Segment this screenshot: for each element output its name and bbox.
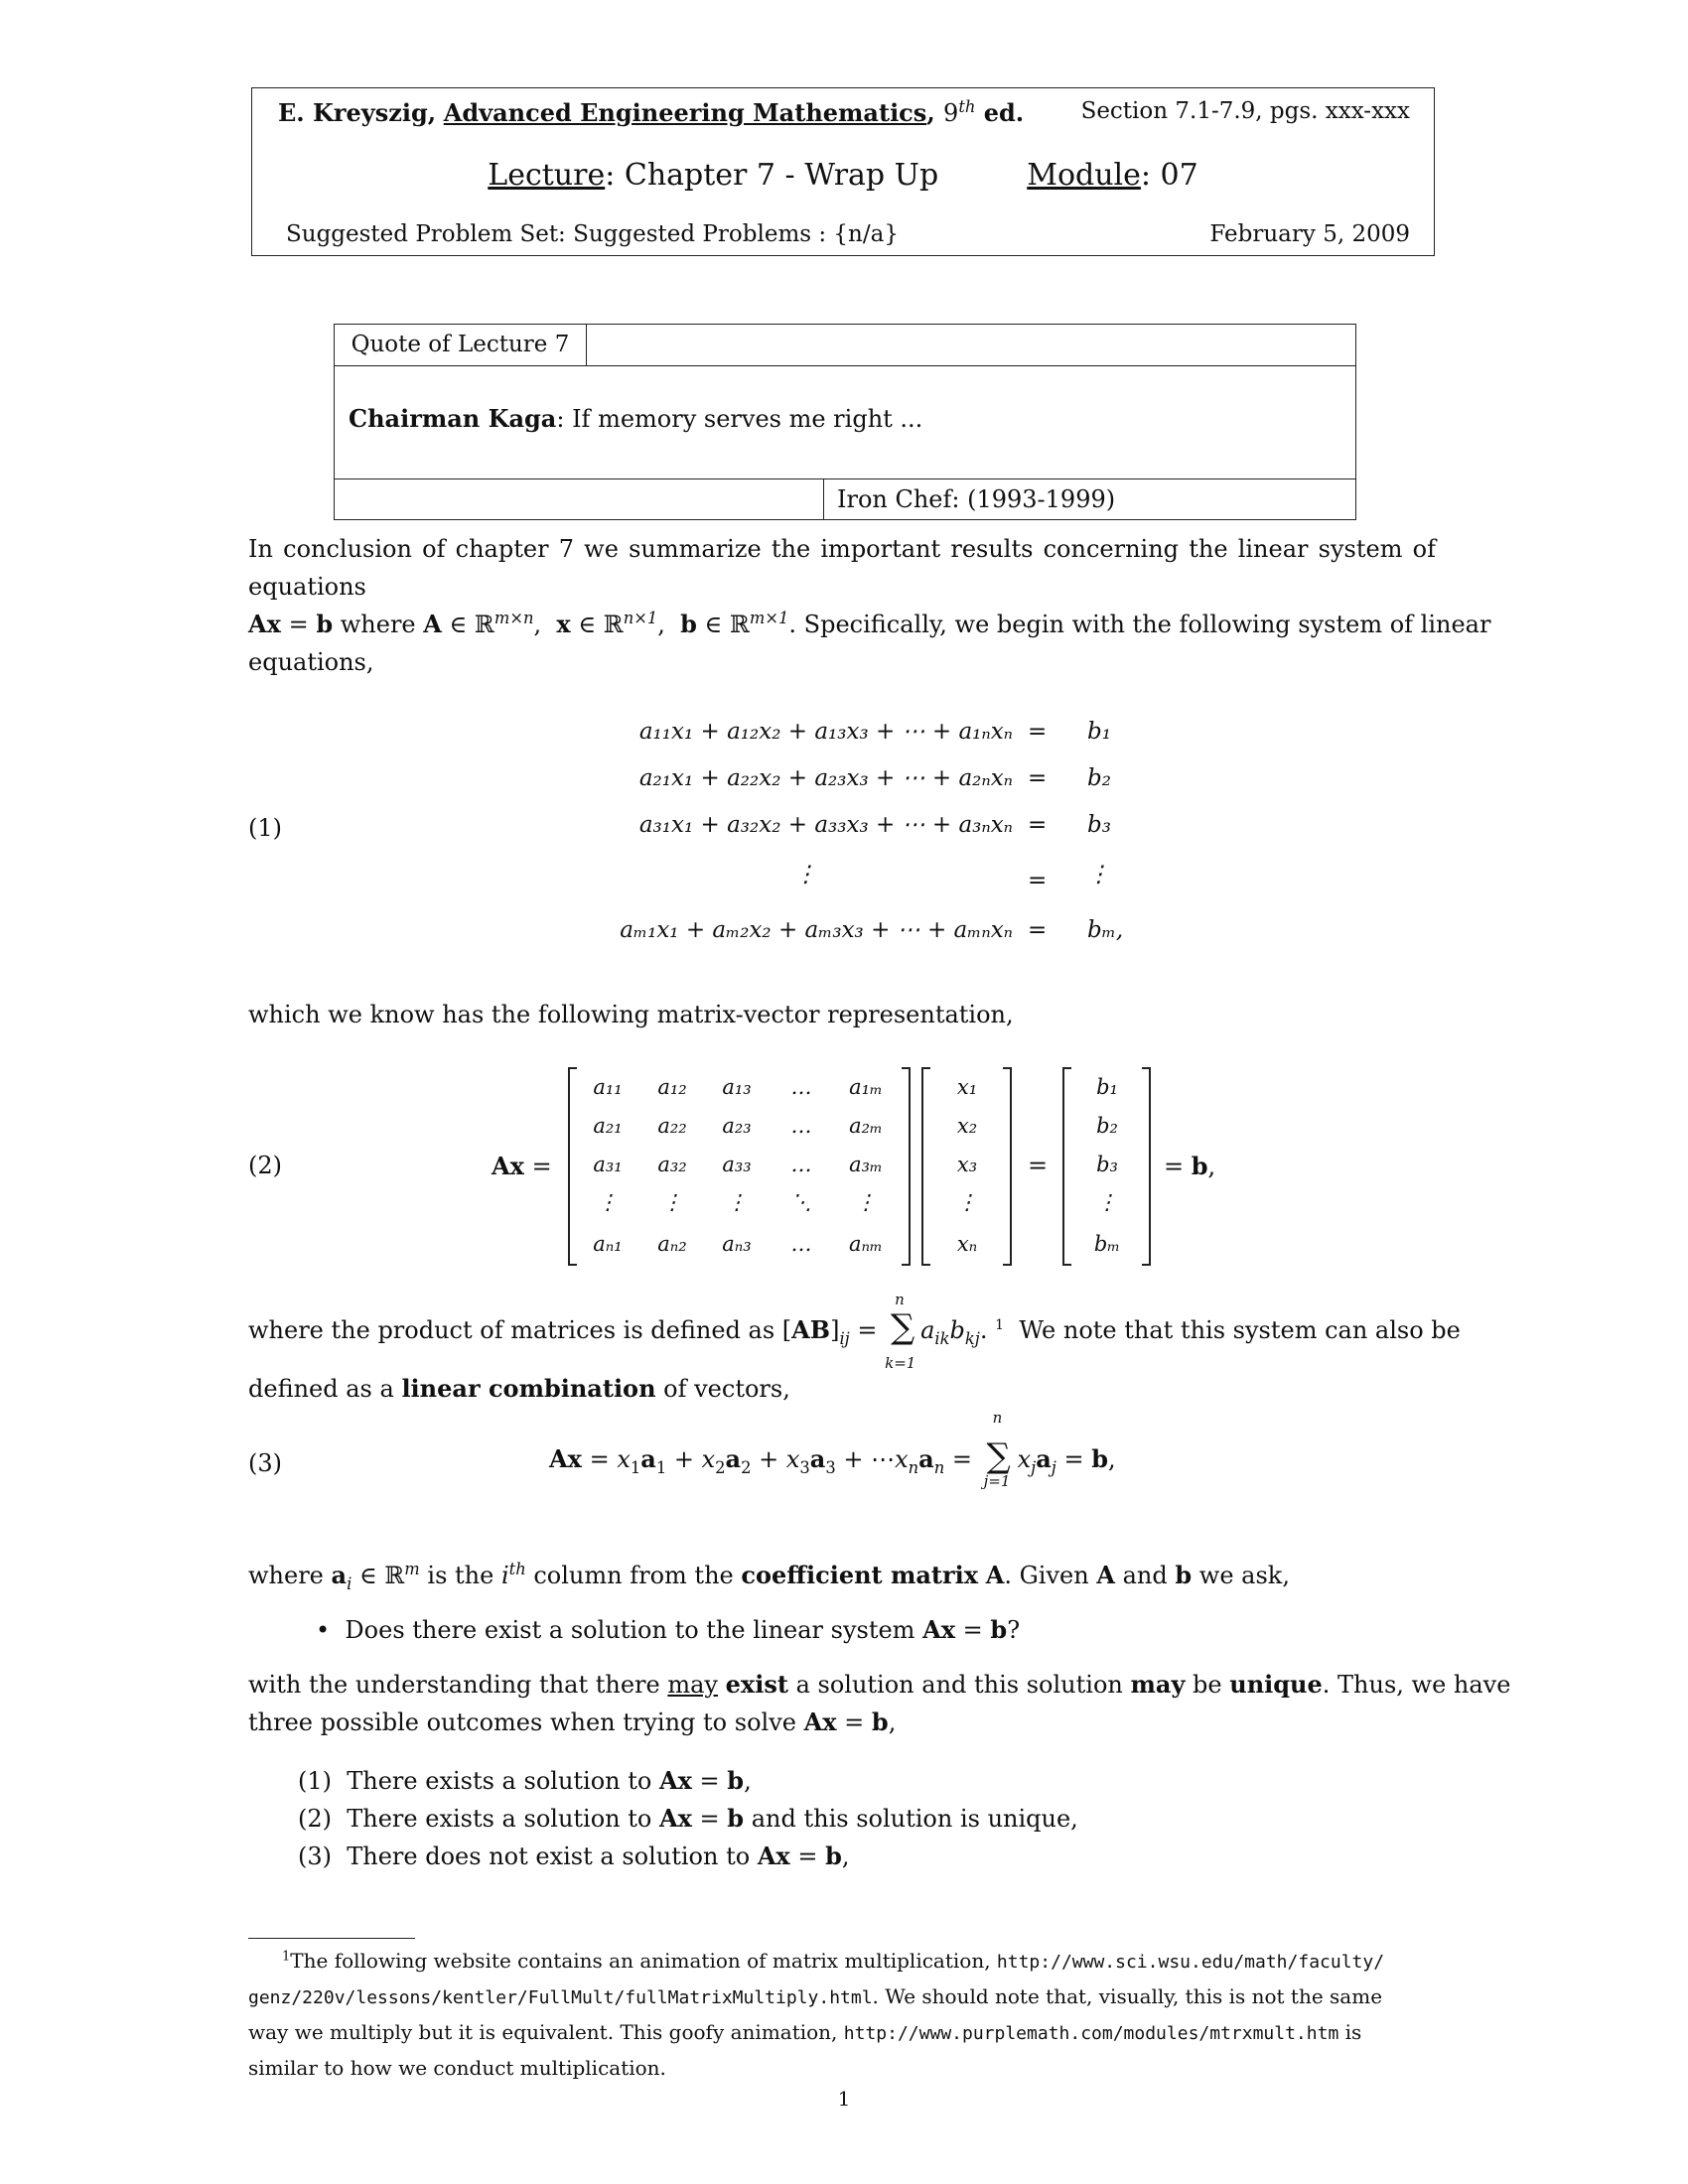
equation-1-label: (1) bbox=[248, 814, 282, 842]
matrix-a-cell: a₃₂ bbox=[657, 1153, 687, 1176]
matrix-a-cell: a₁ₘ bbox=[849, 1075, 883, 1099]
matrix-a-cell: … bbox=[790, 1075, 812, 1099]
vector-x-cell: xₙ bbox=[956, 1232, 978, 1256]
equation-3-label: (3) bbox=[248, 1449, 282, 1477]
eq1-row-2-equals: = bbox=[1028, 765, 1048, 791]
quote-source: Iron Chef: (1993-1999) bbox=[823, 478, 1115, 520]
eq2-rhs: = b, bbox=[1164, 1152, 1216, 1180]
intro-paragraph bbox=[248, 530, 1491, 681]
matrix-a-cell: a₃ₘ bbox=[849, 1153, 883, 1176]
quote-divider-top bbox=[335, 365, 1355, 366]
matrix-a-cell: … bbox=[790, 1232, 812, 1256]
footnote-last-line: similar to how we conduct multiplication. bbox=[248, 2056, 666, 2080]
footnote-link-1-cont[interactable]: genz/220v/lessons/kentler/FullMult/fullMatrixMultiply.html bbox=[248, 1987, 873, 2008]
author-name: E. Kreyszig, bbox=[278, 98, 437, 127]
edition-number: 9 bbox=[943, 99, 959, 127]
lecture-title bbox=[252, 158, 1434, 193]
matrix-a-right-bracket bbox=[902, 1067, 911, 1266]
vector-x bbox=[931, 1067, 1003, 1266]
quote-speaker: Chairman Kaga bbox=[349, 404, 557, 433]
vector-b-cell: bₘ bbox=[1093, 1232, 1121, 1256]
page-number: 1 bbox=[837, 2087, 851, 2111]
matrix-a-cell: a₁₃ bbox=[722, 1075, 752, 1099]
edition-suffix: ed. bbox=[975, 98, 1025, 127]
quote-box bbox=[334, 324, 1356, 520]
column-text: where $a_i$ ∈ ℝ$^m$ is the $i^{th}$ column from the coefficient matrix A. Given A and b we ask, bbox=[248, 1560, 1290, 1593]
product-definition bbox=[248, 1291, 1461, 1408]
eq1-row-4-lhs: ⋮ bbox=[794, 862, 817, 887]
matrix-a-cell: aₙₘ bbox=[849, 1232, 883, 1256]
intro-line-3: equations, bbox=[248, 648, 374, 676]
book-title: Advanced Engineering Mathematics bbox=[443, 98, 927, 127]
bullet-question: • Does there exist a solution to the linear system Ax = b? bbox=[316, 1615, 1021, 1644]
product-text-pre: where the product of matrices is defined as bbox=[248, 1316, 775, 1344]
footnote-rule bbox=[248, 1938, 415, 1939]
module-value: : 07 bbox=[1140, 158, 1198, 193]
eq1-row-3-lhs: a₃₁x₁ + a₃₂x₂ + a₃₃x₃ + ⋯ + a₃ₙxₙ bbox=[638, 812, 1013, 838]
eq1-row-4-equals: = bbox=[1028, 868, 1048, 893]
matrix-a-cell: a₁₁ bbox=[593, 1075, 623, 1099]
matrix-intro-text: which we know has the following matrix-vector representation, bbox=[248, 1001, 1014, 1028]
footnote-link-2[interactable]: http://www.purplemath.com/modules/mtrxmult.htm bbox=[843, 2023, 1339, 2044]
vector-x-cell: ⋮ bbox=[956, 1190, 978, 1214]
product-line-2: defined as a linear combination of vectors, bbox=[248, 1374, 790, 1403]
matrix-a-cell: a₂ₘ bbox=[849, 1114, 883, 1138]
eq1-row-2-rhs: b₂ bbox=[1087, 765, 1111, 791]
equation-3-formula: $Ax = x_1a_1 + x_2a_2 + x_3a_3$ + $\cdots x_na_n$ = n ∑ j=1 $x_ja_j = b$, bbox=[549, 1409, 1116, 1490]
matrix-a-cell: ⋮ bbox=[726, 1190, 748, 1214]
vector-b-cell: b₃ bbox=[1096, 1153, 1118, 1176]
footnote-reference: 1 bbox=[995, 1317, 1005, 1333]
vector-x-cell: x₁ bbox=[956, 1075, 978, 1099]
vector-b-left-bracket bbox=[1062, 1067, 1071, 1266]
matrix-a-cell: a₂₁ bbox=[593, 1114, 623, 1138]
problem-set: Suggested Problem Set: Suggested Problems : {n/a} bbox=[286, 221, 899, 247]
matrix-a-cell: ⋮ bbox=[855, 1190, 877, 1214]
bullet-icon: • bbox=[316, 1616, 331, 1644]
vector-x-cell: x₂ bbox=[956, 1114, 978, 1138]
product-formula: $[AB]_{ij}$ = n ∑ k=1 $a_{ik}b_{kj}$. bbox=[781, 1291, 988, 1372]
lecture-date: February 5, 2009 bbox=[1209, 221, 1410, 247]
list-item: (2) There exists a solution to Ax = b and this solution is unique, bbox=[298, 1804, 1078, 1833]
eq1-row-5-equals: = bbox=[1028, 917, 1048, 943]
list-item: (3) There does not exist a solution to Ax = b, bbox=[298, 1842, 850, 1870]
understanding-paragraph: with the understanding that there may exist a solution and this solution may be unique. Thus, we have three possible outcomes when trying to solve Ax = b, bbox=[248, 1670, 1511, 1736]
equation-2-matrix bbox=[487, 1067, 1241, 1266]
eq1-row-1-rhs: b₁ bbox=[1087, 719, 1111, 745]
outcomes-list bbox=[298, 1762, 1078, 1875]
lecture-value: : Chapter 7 - Wrap Up bbox=[605, 158, 939, 193]
intro-line-2: Ax = b where A ∈ ℝ$^{m\times n}$, x ∈ ℝ$^{n\times 1}$, b ∈ ℝ$^{m\times 1}$. Specifically, we begin with the following system of linear bbox=[248, 609, 1491, 638]
equation-2-label: (2) bbox=[248, 1152, 282, 1179]
quote-text bbox=[349, 404, 922, 433]
matrix-a-cell: ⋮ bbox=[661, 1190, 683, 1214]
vector-b-cell: ⋮ bbox=[1096, 1190, 1118, 1214]
lecture-header-box bbox=[251, 87, 1435, 256]
lecture-label: Lecture bbox=[488, 158, 606, 193]
eq1-row-5-lhs: aₘ₁x₁ + aₘ₂x₂ + aₘ₃x₃ + ⋯ + aₘₙxₙ bbox=[620, 917, 1013, 943]
matrix-a-cell: a₁₂ bbox=[657, 1075, 687, 1099]
eq1-row-1-equals: = bbox=[1028, 719, 1048, 745]
vector-b-right-bracket bbox=[1142, 1067, 1151, 1266]
vector-x-right-bracket bbox=[1003, 1067, 1012, 1266]
quote-heading: Quote of Lecture 7 bbox=[335, 325, 587, 365]
vector-b bbox=[1072, 1067, 1142, 1266]
eq1-row-2-lhs: a₂₁x₁ + a₂₂x₂ + a₂₃x₃ + ⋯ + a₂ₙxₙ bbox=[638, 765, 1013, 791]
product-text-post: We note that this system can also be bbox=[1019, 1316, 1461, 1344]
matrix-a-cell: a₃₁ bbox=[593, 1153, 623, 1176]
eq1-row-1-lhs: a₁₁x₁ + a₁₂x₂ + a₁₃x₃ + ⋯ + a₁ₙxₙ bbox=[638, 719, 1013, 745]
eq2-lhs: Ax = bbox=[492, 1152, 552, 1180]
eq1-row-5-rhs: bₘ, bbox=[1087, 917, 1124, 943]
matrix-a-cell: ⋮ bbox=[597, 1190, 619, 1214]
footnote-link-1[interactable]: http://www.sci.wsu.edu/math/faculty/ bbox=[996, 1952, 1385, 1973]
book-citation: E. Kreyszig, Advanced Engineering Mathematics, 9th ed. bbox=[278, 97, 1025, 127]
module-label: Module bbox=[1027, 158, 1141, 193]
eq2-equals: = bbox=[1028, 1152, 1049, 1179]
matrix-a-cell: ⋱ bbox=[790, 1190, 812, 1214]
intro-line-1: In conclusion of chapter 7 we summarize the important results concerning the linear system of equations bbox=[248, 535, 1436, 601]
vector-b-cell: b₂ bbox=[1096, 1114, 1118, 1138]
matrix-a-left-bracket bbox=[568, 1067, 577, 1266]
eq1-row-3-rhs: b₃ bbox=[1087, 812, 1111, 838]
edition-superscript: th bbox=[958, 97, 976, 116]
matrix-a-cell: a₂₃ bbox=[722, 1114, 752, 1138]
eq1-row-3-equals: = bbox=[1028, 812, 1048, 838]
matrix-a-cell: a₃₃ bbox=[722, 1153, 752, 1176]
vector-x-left-bracket bbox=[921, 1067, 930, 1266]
vector-x-cell: x₃ bbox=[956, 1153, 978, 1176]
matrix-a-cell: … bbox=[790, 1153, 812, 1176]
section-reference: Section 7.1-7.9, pgs. xxx-xxx bbox=[1080, 98, 1410, 124]
vector-b-cell: b₁ bbox=[1096, 1075, 1118, 1099]
eq1-row-4-rhs: ⋮ bbox=[1087, 862, 1110, 887]
matrix-a bbox=[578, 1067, 901, 1266]
matrix-a-cell: … bbox=[790, 1114, 812, 1138]
matrix-a-cell: aₙ₃ bbox=[722, 1232, 752, 1256]
quote-body: : If memory serves me right ... bbox=[556, 405, 923, 433]
matrix-a-cell: aₙ₂ bbox=[657, 1232, 687, 1256]
list-item: (1) There exists a solution to Ax = b, bbox=[298, 1766, 752, 1795]
footnote: $^1$The following website contains an animation of matrix multiplication, http://www.sci.wsu.edu/math/faculty/ genz/220v/lessons/kentler/FullMult/fullMatrixMultiply.html. We should note that, visually, this is not the same way we multiply but it is equivalent. This goofy animation, http://www.purplemath.com/modules/mtrxmult.htm is similar to how we conduct multiplication. bbox=[248, 1944, 1436, 2085]
footnote-mark: 1 bbox=[282, 1949, 291, 1965]
matrix-a-cell: aₙ₁ bbox=[593, 1232, 623, 1256]
matrix-a-cell: a₂₂ bbox=[657, 1114, 687, 1138]
